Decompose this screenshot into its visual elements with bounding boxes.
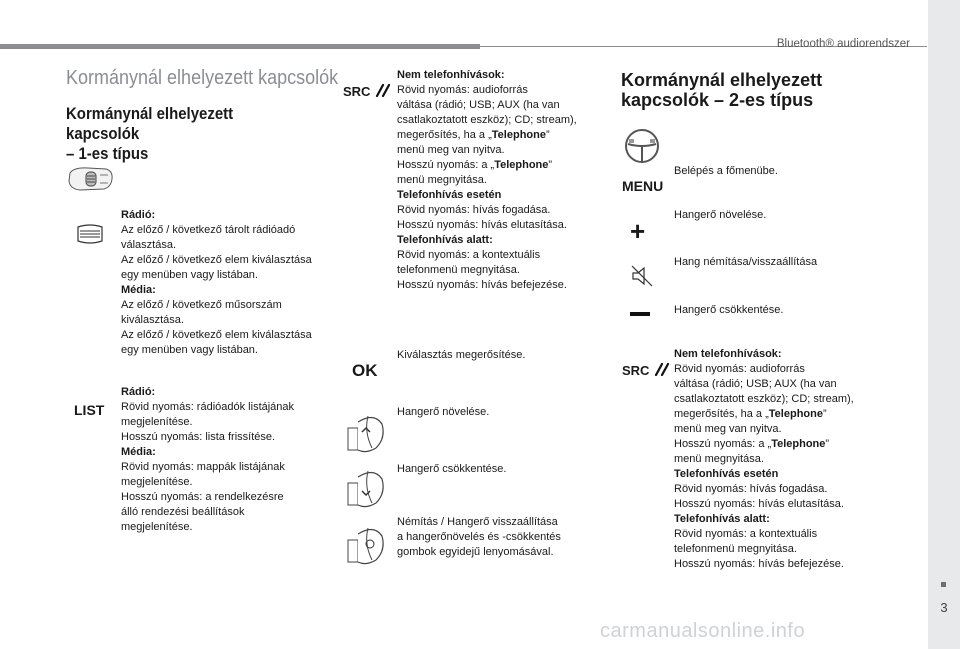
text-line: Rövid nyomás: hívás fogadása. (674, 483, 828, 495)
text-line: Az előző / következő tárolt rádióadó (121, 224, 296, 236)
text-line: választása. (121, 239, 177, 251)
text-line: Hosszú nyomás: a rendelkezésre (121, 491, 284, 503)
radio-heading: Rádió: (121, 209, 156, 221)
text-line: Rövid nyomás: mappák listájának (121, 461, 285, 473)
during-call-heading: Telefonhívás alatt: (397, 234, 493, 246)
mute-description (397, 515, 602, 560)
text-line: Hosszú nyomás: hívás befejezése. (674, 558, 844, 570)
text-line: váltása (rádió; USB; AUX (ha van (397, 99, 560, 111)
minus-icon (630, 312, 650, 316)
page-number: 3 (940, 600, 948, 615)
list-button-description (121, 385, 331, 535)
non-call-heading: Nem telefonhívások: (674, 348, 782, 360)
text-line: megjelenítése. (121, 521, 193, 533)
text-line: telefonmenü megnyitása. (397, 264, 520, 276)
side-tab (928, 0, 960, 649)
text-part: megerősítés, ha a „ (397, 129, 492, 141)
menu-button-label: MENU (622, 178, 664, 194)
text-line: kiválasztása. (121, 314, 184, 326)
text-line: Rövid nyomás: a kontextuális (397, 249, 541, 261)
telephone-term: Telephone (494, 159, 549, 171)
text-line: álló rendezési beállítások (121, 506, 245, 518)
subsection-title-line1: Kormánynál elhelyezett kapcsolók (66, 104, 234, 143)
steering-wheel-icon (622, 128, 662, 166)
during-call-heading: Telefonhívás alatt: (674, 513, 770, 525)
list-button-label: LIST (74, 402, 105, 418)
steering-control-icon (66, 165, 116, 193)
plus-description: Hangerő növelése. (674, 209, 767, 221)
text-line: gombok egyidejű lenyomásával. (397, 546, 554, 558)
speaker-muted-icon (630, 264, 654, 288)
text-line: Rövid nyomás: audioforrás (397, 84, 528, 96)
plus-icon: + (630, 216, 646, 246)
text-line: megjelenítése. (121, 416, 193, 428)
menu-description: Belépés a főmenübe. (674, 165, 778, 177)
header-rule-thick (0, 44, 480, 49)
section-title: Kormánynál elhelyezett kapcsolók (66, 67, 339, 89)
scroll-wheel-icon (76, 224, 104, 244)
telephone-term: Telephone (771, 438, 826, 450)
text-line: Hosszú nyomás: hívás elutasítása. (674, 498, 844, 510)
text-line: Rövid nyomás: a kontextuális (674, 528, 818, 540)
phone-handset-icon (374, 83, 392, 97)
media-heading: Média: (121, 284, 156, 296)
non-call-heading: Nem telefonhívások: (397, 69, 505, 81)
src-description (397, 68, 602, 293)
text-line: Hosszú nyomás: hívás elutasítása. (397, 219, 567, 231)
mute-thumbwheel-icon (344, 522, 386, 566)
scroll-wheel-description (121, 208, 331, 358)
text-part: Hosszú nyomás: a „ (397, 159, 495, 171)
text-part: ” (822, 408, 827, 420)
type2-title (621, 70, 822, 110)
volume-up-thumbwheel-icon (344, 410, 386, 454)
text-line: menü meg van nyitva. (674, 423, 782, 435)
text-line: menü megnyitása. (674, 453, 764, 465)
text-line: egy menüben vagy listában. (121, 269, 258, 281)
radio-heading: Rádió: (121, 386, 156, 398)
text-part: ” (548, 159, 553, 171)
text-line: Rövid nyomás: rádióadók listájának (121, 401, 295, 413)
volume-up-description: Hangerő növelése. (397, 406, 490, 418)
incoming-call-heading: Telefonhívás esetén (397, 189, 502, 201)
src-label-text: SRC (622, 363, 650, 378)
src-label-text: SRC (343, 84, 371, 99)
text-line: Hosszú nyomás: hívás befejezése. (397, 279, 567, 291)
text-line: Az előző / következő elem kiválasztása (121, 254, 312, 266)
text-line: Az előző / következő elem kiválasztása (121, 329, 312, 341)
text-part: ” (825, 438, 830, 450)
text-line: menü megnyitása. (397, 174, 487, 186)
watermark: carmanualsonline.info (600, 620, 806, 642)
minus-description: Hangerő csökkentése. (674, 304, 784, 316)
media-heading: Média: (121, 446, 156, 458)
src-button-label (343, 83, 392, 99)
text-line: Az előző / következő műsorszám (121, 299, 282, 311)
telephone-term: Telephone (768, 408, 823, 420)
ok-description: Kiválasztás megerősítése. (397, 349, 526, 361)
text-line: a hangerőnövelés és -csökkentés (397, 531, 561, 543)
text-line: Hosszú nyomás: lista frissítése. (121, 431, 276, 443)
text-line: megjelenítése. (121, 476, 193, 488)
text-line: Rövid nyomás: audioforrás (674, 363, 805, 375)
text-line: csatlakoztatott eszköz); CD; stream), (674, 393, 854, 405)
running-header: Bluetooth® audiorendszer (776, 38, 910, 50)
text-part: megerősítés, ha a „ (674, 408, 769, 420)
src-button-label-type2 (622, 362, 671, 378)
subsection-title (66, 104, 295, 164)
text-part: Hosszú nyomás: a „ (674, 438, 772, 450)
text-part: ” (545, 129, 550, 141)
type2-title-line1: Kormánynál elhelyezett (621, 70, 823, 90)
phone-handset-icon (653, 362, 671, 376)
bullet-marker (941, 582, 946, 587)
text-line: egy menüben vagy listában. (121, 344, 258, 356)
volume-down-description: Hangerő csökkentése. (397, 463, 507, 475)
incoming-call-heading: Telefonhívás esetén (674, 468, 779, 480)
subsection-title-line2: – 1-es típus (66, 144, 149, 163)
text-line: telefonmenü megnyitása. (674, 543, 797, 555)
telephone-term: Telephone (491, 129, 546, 141)
text-line: menü meg van nyitva. (397, 144, 505, 156)
type2-title-line2: kapcsolók – 2-es típus (621, 90, 814, 110)
src-description-type2 (674, 347, 879, 572)
text-line: csatlakoztatott eszköz); CD; stream), (397, 114, 577, 126)
text-line: Rövid nyomás: hívás fogadása. (397, 204, 551, 216)
ok-button-label: OK (352, 361, 378, 380)
mute-toggle-description: Hang némítása/visszaállítása (674, 256, 818, 268)
text-line: váltása (rádió; USB; AUX (ha van (674, 378, 837, 390)
text-line: Némítás / Hangerő visszaállítása (397, 516, 558, 528)
volume-down-thumbwheel-icon (344, 465, 386, 509)
